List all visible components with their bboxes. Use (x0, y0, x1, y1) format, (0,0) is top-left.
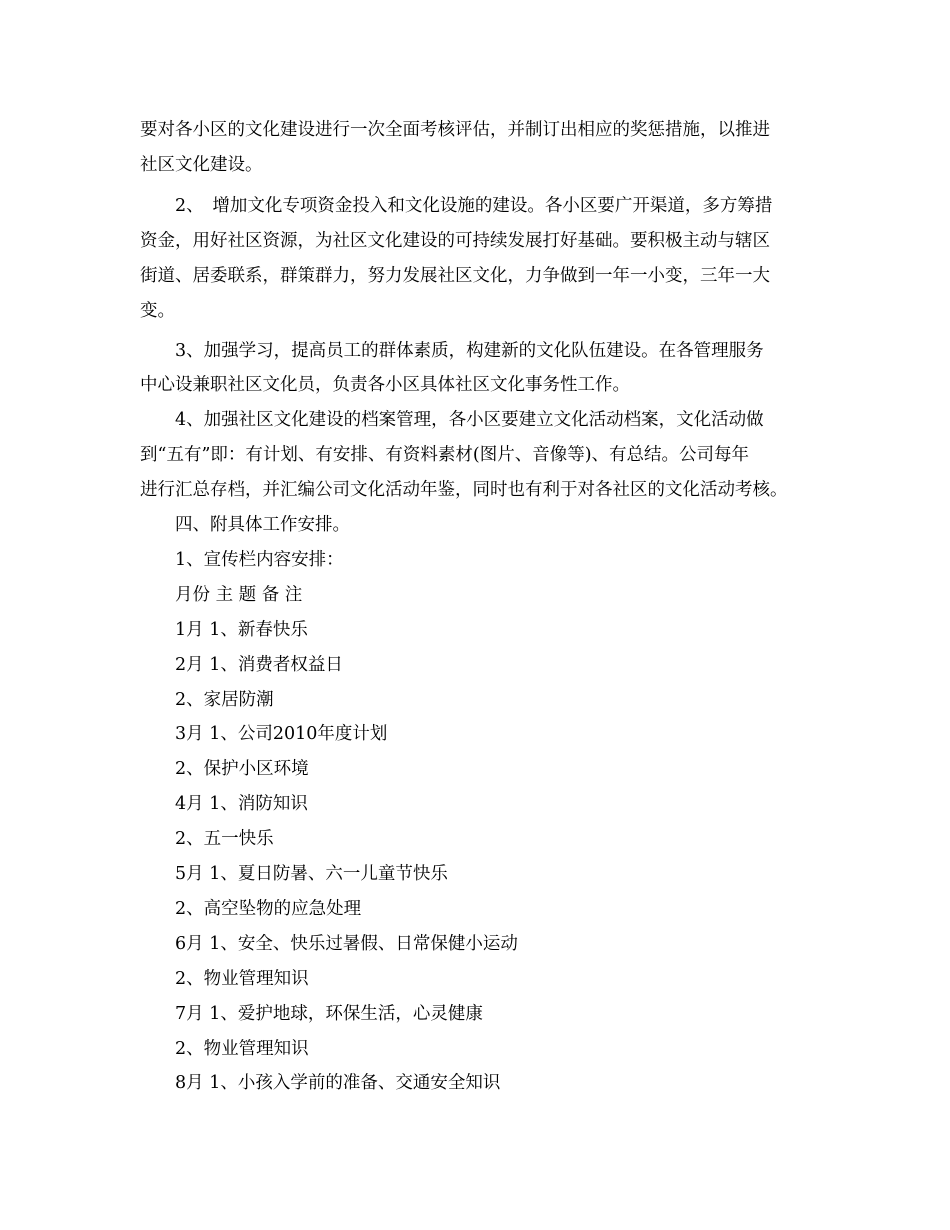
schedule-line: 3月 1、公司2010年度计划 (175, 724, 388, 744)
paragraph-line: 进行汇总存档，并汇编公司文化活动年鉴，同时也有利于对各社区的文化活动考核。 (140, 480, 788, 500)
schedule-line: 1月 1、新春快乐 (175, 620, 308, 640)
paragraph-line: 4、加强社区文化建设的档案管理，各小区要建立文化活动档案，文化活动做 (175, 410, 764, 430)
schedule-line: 2月 1、消费者权益日 (175, 655, 343, 675)
schedule-line: 5月 1、夏日防暑、六一儿童节快乐 (175, 864, 448, 884)
paragraph-line: 社区文化建设。 (140, 155, 263, 175)
schedule-line: 8月 1、小孩入学前的准备、交通安全知识 (175, 1073, 501, 1093)
list-heading: 1、宣传栏内容安排： (175, 550, 344, 570)
paragraph-line: 中心设兼职社区文化员，负责各小区具体社区文化事务性工作。 (140, 375, 630, 395)
schedule-line: 2、家居防潮 (175, 690, 274, 710)
schedule-line: 2、物业管理知识 (175, 969, 309, 989)
paragraph-line: 要对各小区的文化建设进行一次全面考核评估，并制订出相应的奖惩措施，以推进 (140, 120, 770, 140)
section-heading: 四、附具体工作安排。 (175, 515, 350, 535)
schedule-line: 4月 1、消防知识 (175, 794, 308, 814)
paragraph-line: 到“五有”即：有计划、有安排、有资料素材(图片、音像等)、有总结。公司每年 (140, 445, 750, 465)
paragraph-line: 街道、居委联系，群策群力，努力发展社区文化，力争做到一年一小变，三年一大 (140, 266, 770, 286)
paragraph-line: 2、 增加文化专项资金投入和文化设施的建设。各小区要广开渠道，多方筹措 (175, 196, 773, 216)
schedule-line: 2、物业管理知识 (175, 1039, 309, 1059)
paragraph-line: 资金，用好社区资源，为社区文化建设的可持续发展打好基础。要积极主动与辖区 (140, 231, 770, 251)
table-header: 月份 主 题 备 注 (175, 585, 303, 605)
paragraph-line: 变。 (140, 301, 175, 321)
schedule-line: 7月 1、爱护地球，环保生活，心灵健康 (175, 1004, 483, 1024)
schedule-line: 2、高空坠物的应急处理 (175, 899, 362, 919)
schedule-line: 6月 1、安全、快乐过暑假、日常保健小运动 (175, 934, 518, 954)
schedule-line: 2、五一快乐 (175, 829, 274, 849)
schedule-line: 2、保护小区环境 (175, 759, 309, 779)
paragraph-line: 3、加强学习，提高员工的群体素质，构建新的文化队伍建设。在各管理服务 (175, 341, 764, 361)
